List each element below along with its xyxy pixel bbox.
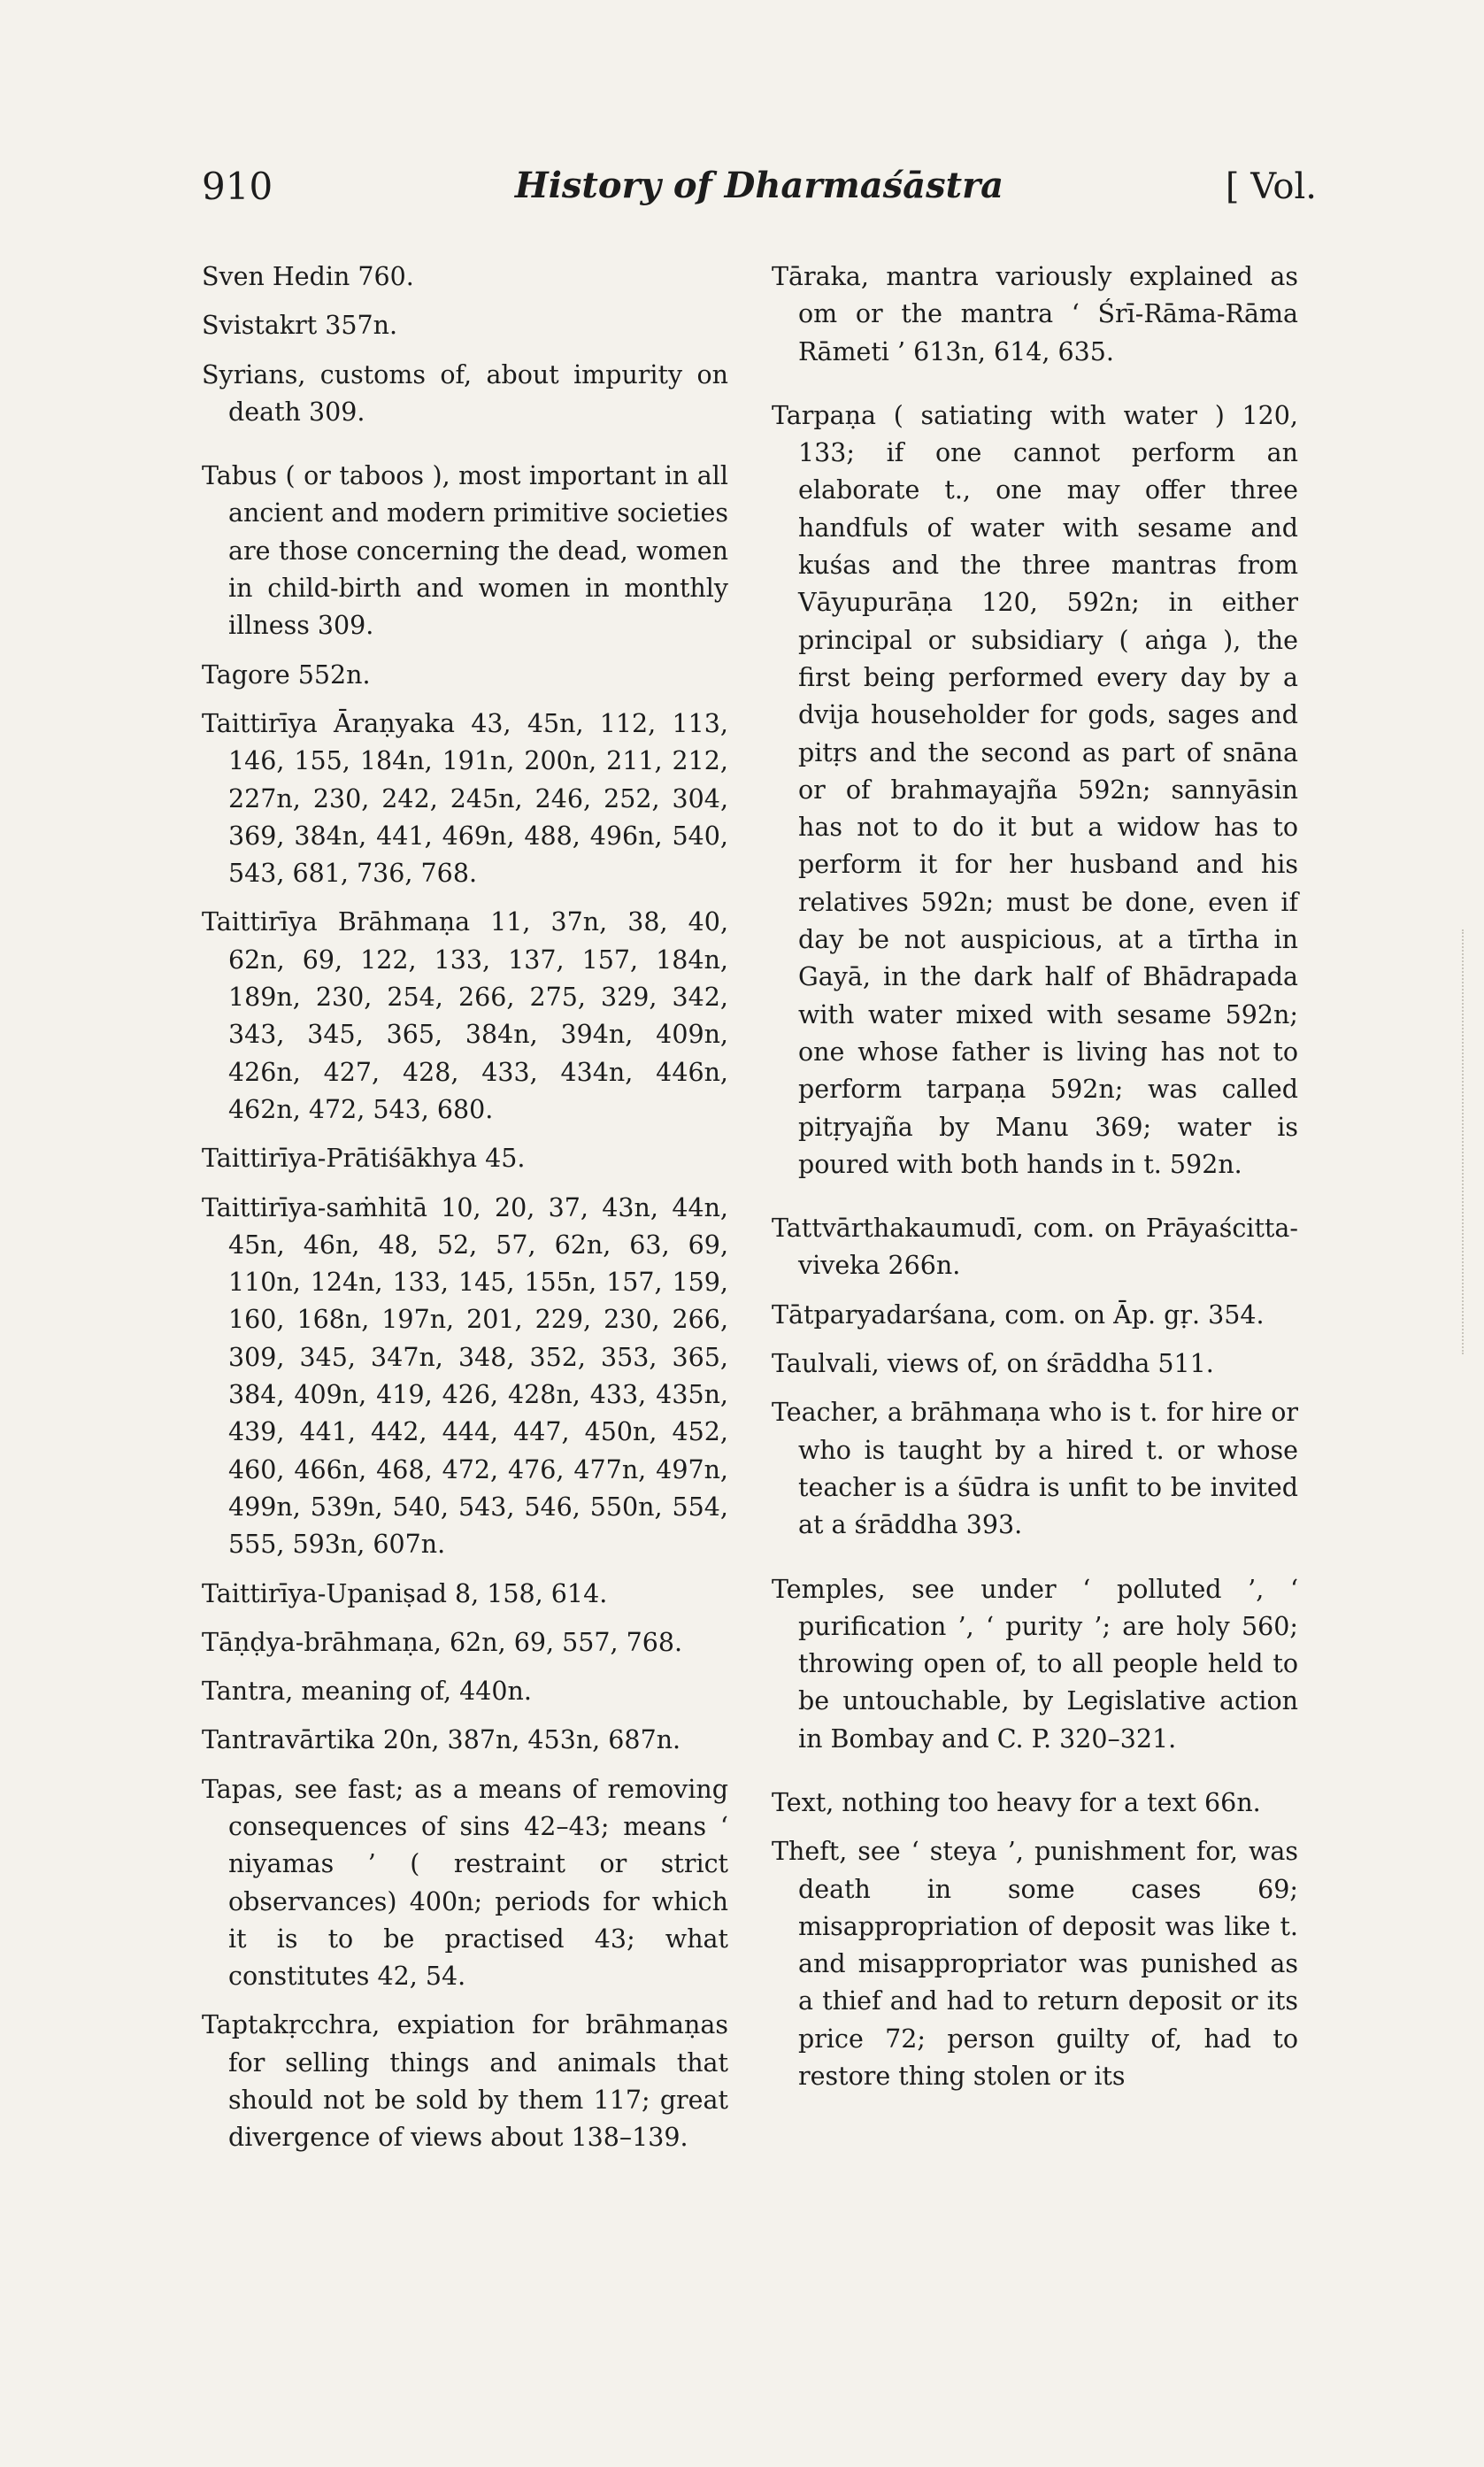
page-header <box>202 165 1317 218</box>
index-column-left <box>202 258 728 2169</box>
margin-scan-marks <box>1462 929 1465 1354</box>
index-entry: Taittirīya-saṁhitā 10, 20, 37, 43n, 44n, 45n, 46n, 48, 52, 57, 62n, 63, 69, 110n, 124n, 133, 145, 155n, 157, 159, 160, 168n, 197n, 201, 229, 230, 266, 309, 345, 347n, 348, 352, 353, 365, 384, 409n, 419, 426, 428n, 433, 435n, 439, 441, 442, 444, 447, 450n, 452, 460, 466n, 468, 472, 476, 477n, 497n, 499n, 539n, 540, 543, 546, 550n, 554, 555, 593n, 607n. <box>202 1192 728 1560</box>
index-column-right <box>772 258 1298 2107</box>
index-entry: Teacher, a brāhmaṇa who is t. for hire or who is taught by a hired t. or whose teacher is a śūdra is unfit to be invited at a śrāddha 393. <box>772 1398 1298 1540</box>
index-entry: Taptakṛcchra, expiation for brāhmaṇas for selling things and animals that should not be sold by them 117; great divergence of views about 138–139. <box>202 2010 728 2153</box>
page-number: 910 <box>202 165 273 208</box>
index-entry: Tātparyadarśana, com. on Āp. gṛ. 354. <box>772 1299 1265 1330</box>
index-entry: Taittirīya Brāhmaṇa 11, 37n, 38, 40, 62n, 69, 122, 133, 137, 157, 184n, 189n, 230, 254, 266, 275, 329, 342, 343, 345, 365, 384n, 394n, 409n, 426n, 427, 428, 433, 434n, 446n, 462n, 472, 543, 680. <box>202 907 728 1124</box>
index-entry: Tāraka, mantra variously explained as om or the mantra ‘ Śrī-Rāma-Rāma Rāmeti ’ 613n, 614, 635. <box>772 262 1298 366</box>
index-entry: Tantravārtika 20n, 387n, 453n, 687n. <box>202 1725 681 1755</box>
index-entry: Taittirīya-Upaniṣad 8, 158, 614. <box>202 1578 608 1608</box>
index-entry: Tāṇḍya-brāhmaṇa, 62n, 69, 557, 768. <box>202 1627 683 1657</box>
index-entry: Temples, see under ‘ polluted ’, ‘ purification ’, ‘ purity ’; are holy 560; throwing open of, to all people held to be untouchable, by Legislative action in Bombay and C. P. 320–321. <box>772 1574 1298 1754</box>
index-entry: Tabus ( or taboos ), most important in all ancient and modern primitive societies are those concerning the dead, women in child-birth and women in monthly illness 309. <box>202 461 728 641</box>
index-entry: Tagore 552n. <box>202 659 371 690</box>
index-entry: Taittirīya-Prātiśākhya 45. <box>202 1144 526 1174</box>
index-entry: Text, nothing too heavy for a text 66n. <box>772 1787 1261 1817</box>
index-entry: Tapas, see fast; as a means of removing consequences of sins 42–43; means ‘ niyamas ’ ( restraint or strict observances) 400n; periods for which it is to be practised 43; what constitutes 42, 54. <box>202 1774 728 1992</box>
volume-mark: [ Vol. <box>1225 166 1317 207</box>
index-entry: Sven Hedin 760. <box>202 262 414 291</box>
index-entry: Tarpaṇa ( satiating with water ) 120, 133; if one cannot perform an elaborate t., one may offer three handfuls of water with sesame and kuśas and the three mantras from Vāyupurāṇa 120, 592n; in either principal or subsidiary ( aṅga ), the first being performed every day by a dvija householder for gods, sages and pitṛs and the second as part of snāna or of brahmayajña 592n; sannyāsin has not to do it but a widow has to perform it for her husband and his relatives 592n; must be done, even if day be not auspicious, at a tīrtha in Gayā, in the dark half of Bhādrapada with water mixed with sesame 592n; one whose father is living has not to perform tarpaṇa 592n; was called pitṛyajña by Manu 369; water is poured with both hands in t. 592n. <box>772 400 1298 1179</box>
index-entry: Syrians, customs of, about impurity on death 309. <box>202 359 728 427</box>
index-entry: Svistakrt 357n. <box>202 311 398 341</box>
index-entry: Theft, see ‘ steya ’, punishment for, was death in some cases 69; misappropriation of deposit was like t. and misappropriator was punished as a thief and had to return deposit or its price 72; person guilty of, had to restore thing stolen or its <box>772 1837 1298 2092</box>
index-entry: Taulvali, views of, on śrāddha 511. <box>772 1349 1214 1379</box>
index-entry: Taittirīya Āraṇyaka 43, 45n, 112, 113, 146, 155, 184n, 191n, 200n, 211, 212, 227n, 230, 242, 245n, 246, 252, 304, 369, 384n, 441, 469n, 488, 496n, 540, 543, 681, 736, 768. <box>202 708 728 889</box>
index-entry: Tantra, meaning of, 440n. <box>202 1677 532 1707</box>
running-title: History of Dharmaśāstra <box>514 165 1004 206</box>
index-entry: Tattvārthakaumudī, com. on Prāyaścitta-viveka 266n. <box>772 1214 1298 1281</box>
